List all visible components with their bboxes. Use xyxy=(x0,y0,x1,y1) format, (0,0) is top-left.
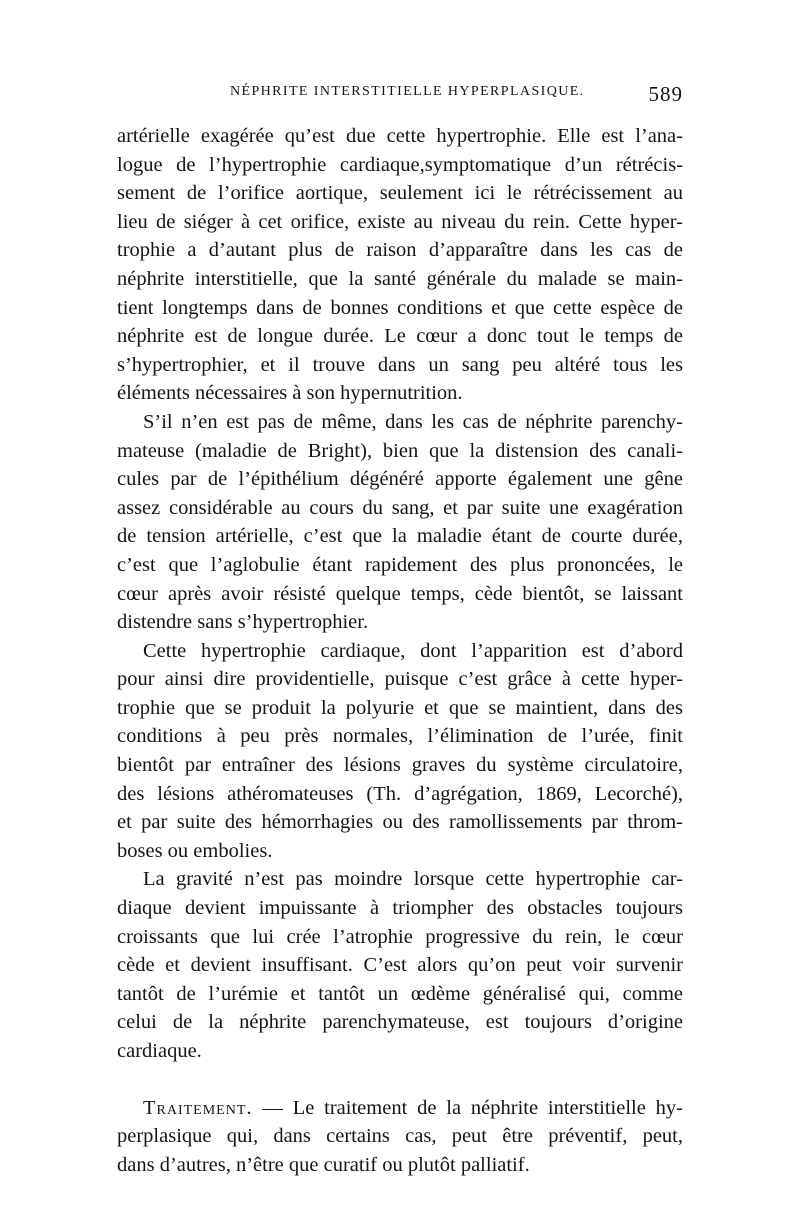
paragraph-2 xyxy=(117,408,683,637)
body-text xyxy=(117,122,683,1179)
paragraph-1 xyxy=(117,122,683,408)
text-line: mateuse (maladie de Bright), bien que la distension des canali- xyxy=(117,439,683,462)
text-line: perplasique qui, dans certains cas, peut être préventif, peut, xyxy=(117,1125,683,1148)
text-line: tantôt de l’urémie et tantôt un œdème généralisé qui, comme xyxy=(117,982,683,1005)
text-line: cules par de l’épithélium dégénéré apporte également une gêne xyxy=(117,468,683,491)
text-line: S’il n’en est pas de même, dans les cas de néphrite parenchy- xyxy=(143,410,683,433)
text-line: La gravité n’est pas moindre lorsque cette hypertrophie car- xyxy=(143,868,683,891)
page-header xyxy=(117,84,683,108)
page-number: 589 xyxy=(648,82,683,106)
section-spacer xyxy=(117,1066,683,1094)
treatment-first-line xyxy=(117,1094,683,1123)
text-line: des lésions athéromateuses (Th. d’agrégation, 1869, Lecorché), xyxy=(117,782,683,805)
text-line: lieu de siéger à cet orifice, existe au niveau du rein. Cette hyper- xyxy=(117,210,683,233)
paragraph-3 xyxy=(117,637,683,866)
text-line: néphrite interstitielle, que la santé générale du malade se main- xyxy=(117,267,683,290)
text-line: bientôt par entraîner des lésions graves du système circulatoire, xyxy=(117,754,683,777)
text-line: tient longtemps dans de bonnes conditions et que cette espèce de xyxy=(117,296,683,319)
running-title: NÉPHRITE INTERSTITIELLE HYPERPLASIQUE. xyxy=(230,84,585,99)
text-line: conditions à peu près normales, l’élimination de l’urée, finit xyxy=(117,725,683,748)
text-line: trophie que se produit la polyurie et que se maintient, dans des xyxy=(117,696,683,719)
text-line: artérielle exagérée qu’est due cette hypertrophie. Elle est l’ana- xyxy=(117,125,683,147)
text-line: trophie a d’autant plus de raison d’apparaître dans les cas de xyxy=(117,239,683,262)
text-line: cède et devient insuffisant. C’est alors qu’on peut voir survenir xyxy=(117,954,683,977)
text-line: distendre sans s’hypertrophier. xyxy=(117,611,369,634)
text-line: celui de la néphrite parenchymateuse, est toujours d’origine xyxy=(117,1011,683,1034)
text-line: Cette hypertrophie cardiaque, dont l’apparition est d’abord xyxy=(143,639,683,662)
text-line: assez considérable au cours du sang, et par suite une exagération xyxy=(117,496,683,519)
text-line: dans d’autres, n’être que curatif ou plutôt palliatif. xyxy=(117,1153,530,1176)
text-line: néphrite est de longue durée. Le cœur a donc tout le temps de xyxy=(117,325,683,348)
text-line: boses ou embolies. xyxy=(117,839,273,862)
treatment-line-rest: — Le traitement de la néphrite interstitielle hy- xyxy=(252,1096,683,1119)
treatment-paragraph xyxy=(117,1094,683,1180)
text-line: c’est que l’aglobulie étant rapidement des plus prononcées, le xyxy=(117,553,683,576)
paragraph-4 xyxy=(117,865,683,1065)
text-line: s’hypertrophier, et il trouve dans un sang peu altéré tous les xyxy=(117,353,683,376)
text-line: éléments nécessaires à son hypernutrition. xyxy=(117,382,463,405)
treatment-heading: Traitement. xyxy=(143,1096,253,1119)
text-line: de tension artérielle, c’est que la maladie étant de courte durée, xyxy=(117,525,683,548)
text-line: sement de l’orifice aortique, seulement ici le rétrécissement au xyxy=(117,182,683,205)
text-line: cardiaque. xyxy=(117,1040,202,1062)
text-line: pour ainsi dire providentielle, puisque c’est grâce à cette hyper- xyxy=(117,668,683,691)
text-line: croissants que lui crée l’atrophie progressive du rein, le cœur xyxy=(117,925,683,948)
text-line: et par suite des hémorrhagies ou des ramollissements par throm- xyxy=(117,811,683,834)
text-line: cœur après avoir résisté quelque temps, cède bientôt, se laissant xyxy=(117,582,683,605)
text-line: logue de l’hypertrophie cardiaque,symptomatique d’un rétrécis- xyxy=(117,153,683,176)
text-line: diaque devient impuissante à triompher des obstacles toujours xyxy=(117,897,683,920)
